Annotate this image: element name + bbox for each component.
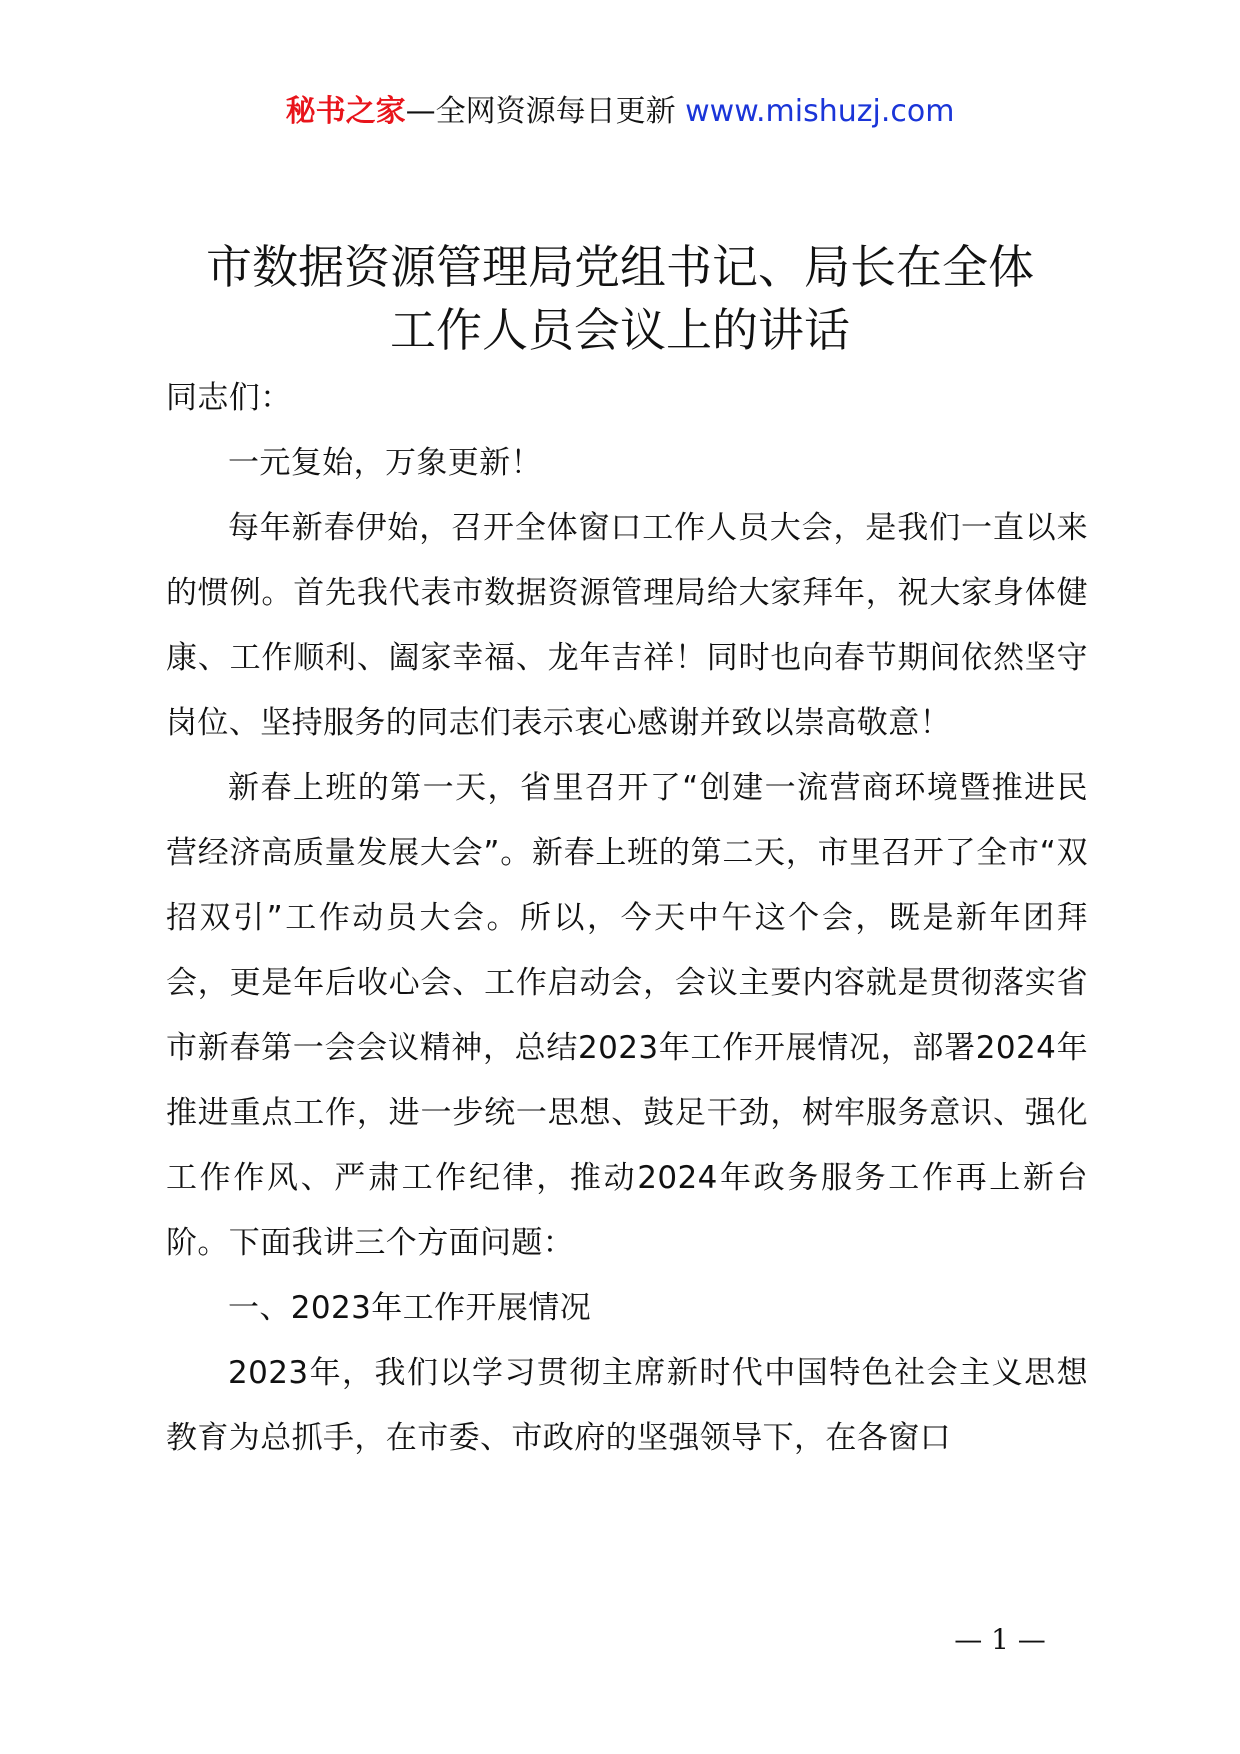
site-header — [0, 92, 1240, 132]
site-url-link[interactable]: www.mishuzj.com — [685, 94, 955, 129]
title-line-2: 工作人员会议上的讲话 — [390, 303, 850, 357]
section-paragraph: 2023年，我们以学习贯彻主席新时代中国特色社会主义思想教育为总抓手，在市委、市政府的坚强领导下，在各窗口 — [166, 1355, 1088, 1456]
brand-slogan: —全网资源每日更新 — [405, 94, 676, 129]
section-heading: 一、2023年工作开展情况 — [228, 1290, 592, 1326]
paragraph-3: 新春上班的第一天，省里召开了“创建一流营商环境暨推进民营经济高质量发展大会”。新春上班的第二天，市里召开了全市“双招双引”工作动员大会。所以，今天中午这个会，既是新年团拜会，更是年后收心会、工作启动会，会议主要内容就是贯彻落实省市新春第一会会议精神，总结2023年工作开展情况，部署2024年推进重点工作，进一步统一思想、鼓足干劲，树牢服务意识、强化工作作风、严肃工作纪律，推动2024年政务服务工作再上新台阶。下面我讲三个方面问题： — [166, 770, 1088, 1261]
title-line-1: 市数据资源管理局党组书记、局长在全体 — [206, 240, 1034, 294]
document-body — [166, 366, 1088, 1471]
brand-name: 秘书之家 — [285, 94, 406, 129]
salutation: 同志们： — [166, 380, 292, 416]
page-number: — 1 — — [954, 1623, 1046, 1656]
paragraph-1: 一元复始，万象更新！ — [228, 445, 542, 481]
document-title — [0, 236, 1240, 362]
paragraph-2: 每年新春伊始，召开全体窗口工作人员大会，是我们一直以来的惯例。首先我代表市数据资源管理局给大家拜年，祝大家身体健康、工作顺利、阖家幸福、龙年吉祥！同时也向春节期间依然坚守岗位、坚持服务的同志们表示衷心感谢并致以崇高敬意！ — [166, 510, 1088, 741]
